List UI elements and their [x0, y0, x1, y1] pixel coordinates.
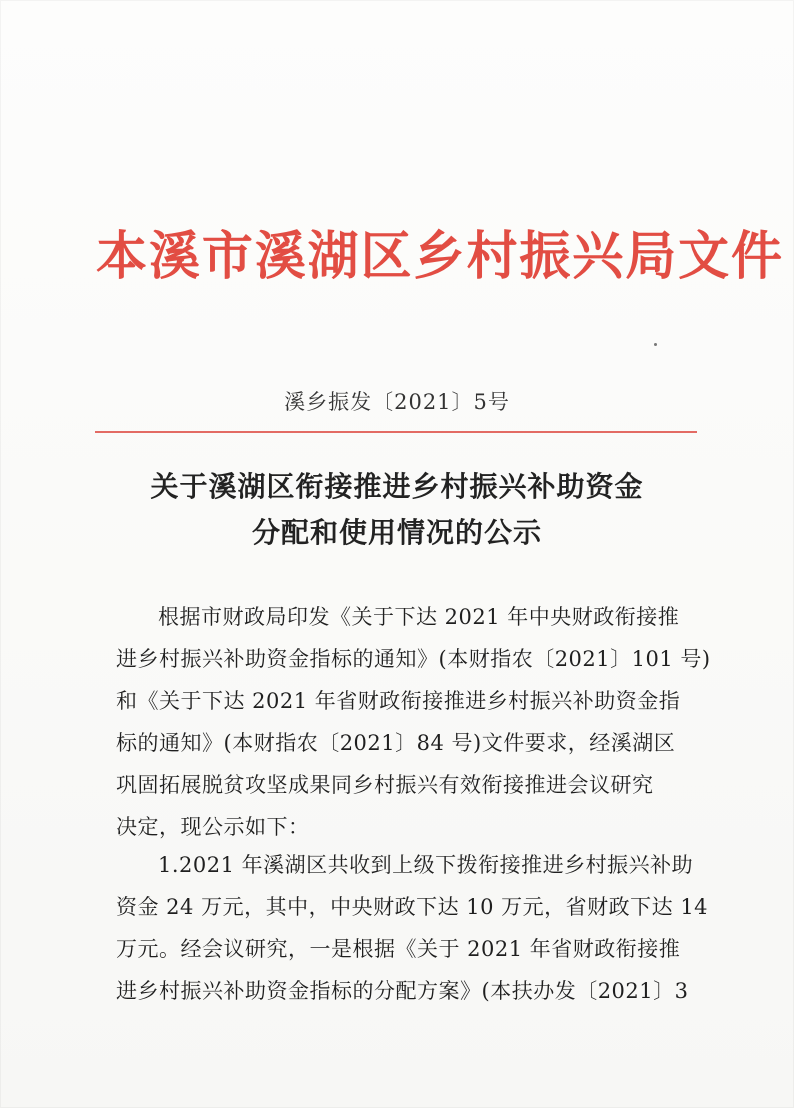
- paragraph-1-line-1: 根据市财政局印发《关于下达 2021 年中央财政衔接推: [158, 605, 680, 629]
- paragraph-1-line-3: 和《关于下达 2021 年省财政衔接推进乡村振兴补助资金指: [116, 689, 681, 713]
- paragraph-1-line-4: 标的通知》(本财指农〔2021〕84 号)文件要求，经溪湖区: [116, 731, 676, 755]
- body-paragraph-2: [116, 844, 709, 1012]
- paragraph-2-line-4: 进乡村振兴补助资金指标的分配方案》(本扶办发〔2021〕3: [116, 979, 689, 1003]
- notice-title-line-1: 关于溪湖区衔接推进乡村振兴补助资金: [150, 470, 644, 503]
- document-number: 溪乡振发〔2021〕5号: [284, 390, 510, 414]
- paragraph-1-line-2: 进乡村振兴补助资金指标的通知》(本财指农〔2021〕101 号): [116, 647, 711, 671]
- paper-mark: [654, 343, 657, 346]
- paragraph-1-line-5: 巩固拓展脱贫攻坚成果同乡村振兴有效衔接推进会议研究: [116, 773, 654, 797]
- paragraph-2-line-2: 资金 24 万元，其中，中央财政下达 10 万元，省财政下达 14: [116, 895, 709, 919]
- notice-title-line-2: 分配和使用情况的公示: [251, 516, 542, 549]
- body-paragraph-1: [116, 596, 711, 848]
- official-document-header: 本溪市溪湖区乡村振兴局文件: [96, 226, 784, 287]
- paragraph-2-line-3: 万元。经会议研究，一是根据《关于 2021 年省财政衔接推: [116, 937, 681, 961]
- paragraph-1-line-6: 决定，现公示如下：: [116, 815, 310, 839]
- paragraph-2-line-1: 1.2021 年溪湖区共收到上级下拨衔接推进乡村振兴补助: [158, 853, 694, 877]
- red-separator-line: [95, 431, 697, 433]
